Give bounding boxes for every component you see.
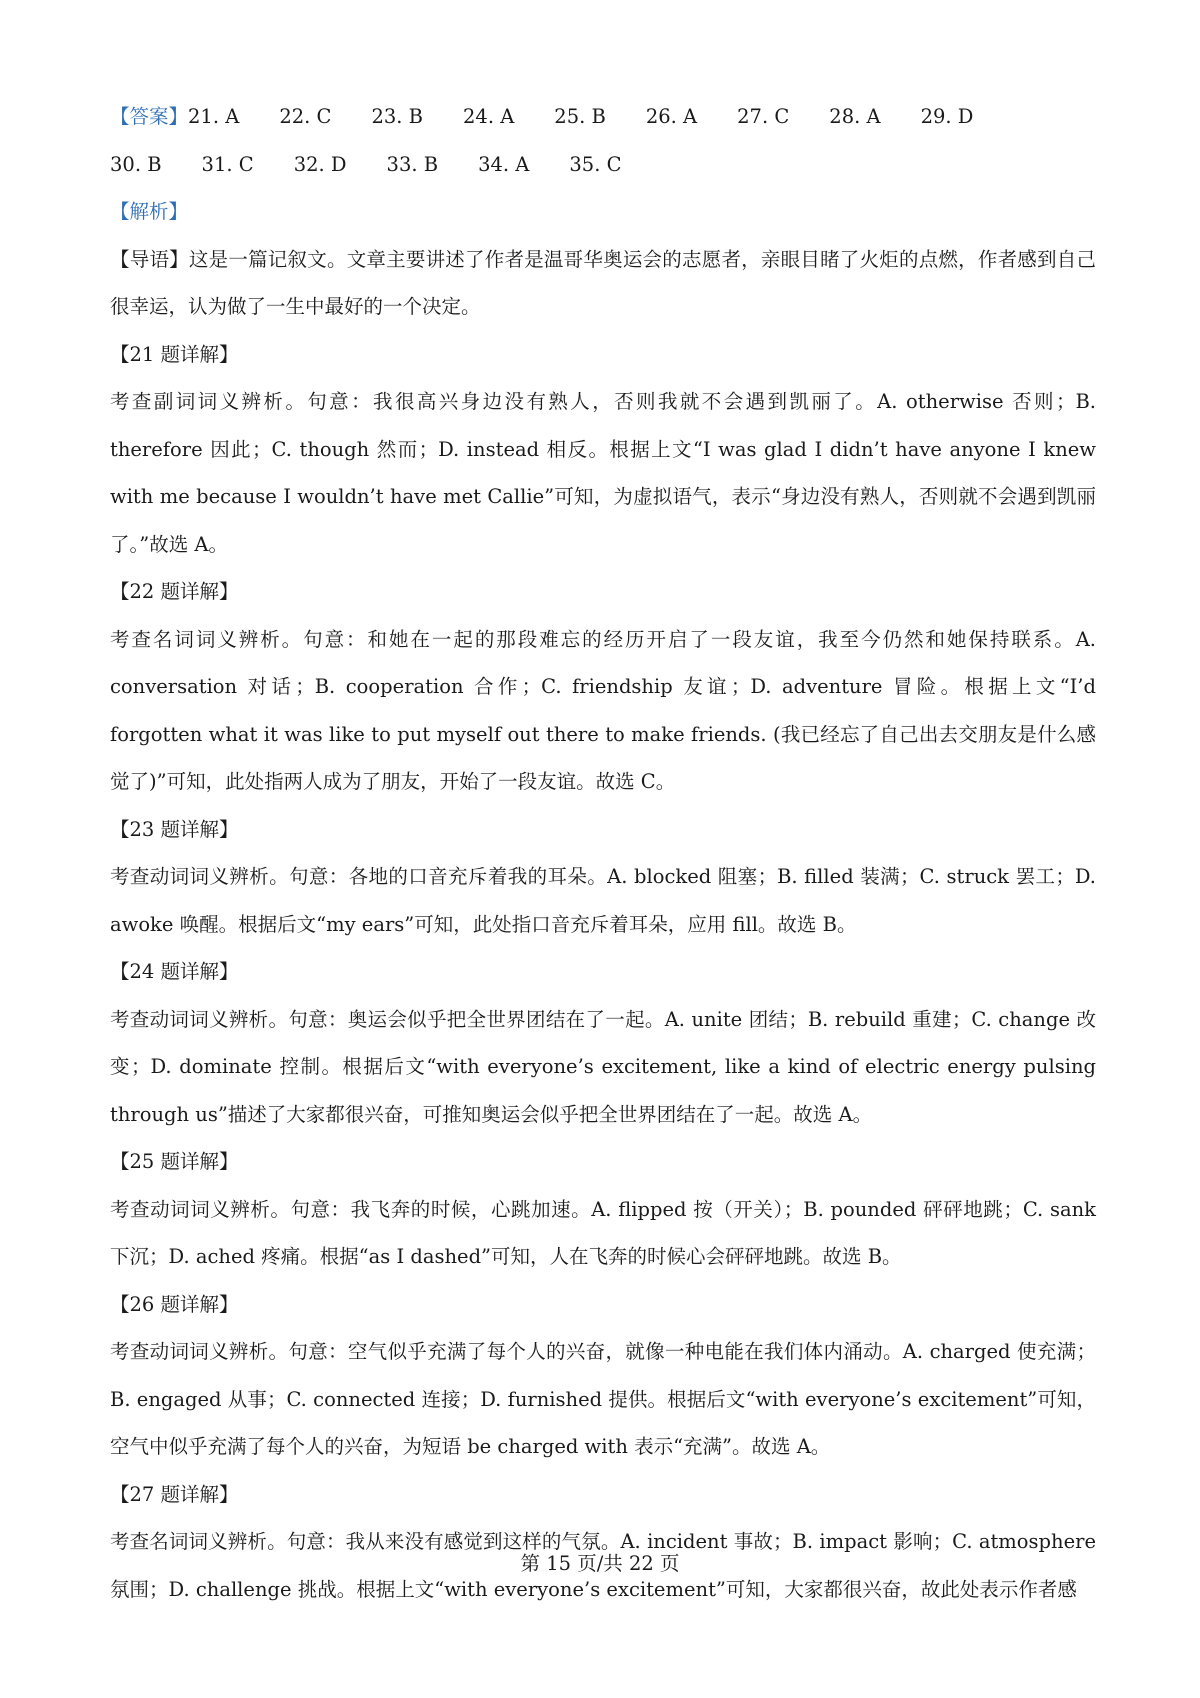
section-body-26: 考查动词词义辨析。句意：空气似乎充满了每个人的兴奋，就像一种电能在我们体内涌动。A. charged 使充满；B. engaged 从事；C. connected 连接；D. furnished 提供。根据后文“with everyone’s excitement”可知，空气中似乎充满了每个人的兴奋，为短语 be charged with 表示“充满”。故选 A。 <box>110 1340 1096 1458</box>
section-heading-23: 【23 题详解】 <box>110 817 239 841</box>
answer-key <box>110 93 1096 188</box>
section-body-24: 考查动词词义辨析。句意：奥运会似乎把全世界团结在了一起。A. unite 团结；B. rebuild 重建；C. change 改变；D. dominate 控制。根据后文“with everyone’s excitement, like a kind of electric energy pulsing through us”描述了大家都很兴奋，可推知奥运会似乎把全世界团结在了一起。故选 A。 <box>110 1007 1096 1126</box>
section-heading-21: 【21 题详解】 <box>110 342 239 366</box>
answer-item: 26. A <box>645 105 698 128</box>
answer-item: 27. C <box>737 105 790 128</box>
page-footer: 第 15 页/共 22 页 <box>520 1552 680 1575</box>
section-heading-25: 【25 题详解】 <box>110 1150 239 1173</box>
section-heading-27: 【27 题详解】 <box>110 1482 239 1506</box>
page-content <box>110 93 1096 1613</box>
section-heading-26: 【26 题详解】 <box>110 1292 239 1316</box>
section-body-27: 考查名词词义辨析。句意：我从来没有感觉到这样的气氛。A. incident 事故；B. impact 影响；C. atmosphere 氛围；D. challenge 挑战。根据上文“with everyone’s excitement”可知，大家都很兴奋，故此处表示作者感 <box>110 1530 1096 1601</box>
intro-paragraph: 【导语】这是一篇记叙文。文章主要讲述了作者是温哥华奥运会的志愿者，亲眼目睹了火炬的点燃，作者感到自己很幸运，认为做了一生中最好的一个决定。 <box>110 247 1096 318</box>
answer-item: 22. C <box>279 105 332 128</box>
answer-item: 35. C <box>569 152 622 176</box>
answer-item: 33. B <box>386 152 439 176</box>
section-heading-22: 【22 题详解】 <box>110 580 239 603</box>
section-heading-24: 【24 题详解】 <box>110 960 239 983</box>
section-body-22: 考查名词词义辨析。句意：和她在一起的那段难忘的经历开启了一段友谊，我至今仍然和她保持联系。A. conversation 对话；B. cooperation 合作；C. friendship 友谊；D. adventure 冒险。根据上文“I’d forgotten what it was like to put myself out there to make friends. (我已经忘了自己出去交朋友是什么感觉了)”可知，此处指两人成为了朋友，开始了一段友谊。故选 C。 <box>110 627 1096 793</box>
answer-item: 32. D <box>293 152 347 176</box>
section-body-21: 考查副词词义辨析。句意：我很高兴身边没有熟人，否则我就不会遇到凯丽了。A. otherwise 否则；B. therefore 因此；C. though 然而；D. instead 相反。根据上文“I was glad I didn’t have anyone I knew with me because I wouldn’t have met Callie”可知，为虚拟语气，表示“身边没有熟人，否则就不会遇到凯丽了。”故选 A。 <box>110 390 1096 556</box>
answer-item: 25. B <box>554 105 606 128</box>
section-body-25: 考查动词词义辨析。句意：我飞奔的时候，心跳加速。A. flipped 按（开关）；B. pounded 砰砰地跳；C. sank 下沉；D. ached 疼痛。根据“as I dashed”可知，人在飞奔的时候心会砰砰地跳。故选 B。 <box>110 1197 1096 1268</box>
section-body-23: 考查动词词义辨析。句意：各地的口音充斥着我的耳朵。A. blocked 阻塞；B. filled 装满；C. struck 罢工；D. awoke 唤醒。根据后文“my ears”可知，此处指口音充斥着耳朵，应用 fill。故选 B。 <box>110 865 1096 936</box>
answer-item: 30. B <box>110 152 162 176</box>
answer-item: 34. A <box>478 152 530 176</box>
answer-item: 23. B <box>371 105 423 128</box>
answer-label: 【答案】 <box>110 105 189 128</box>
answer-item: 31. C <box>201 152 254 176</box>
answer-item: 21. A <box>188 105 240 128</box>
answer-item: 29. D <box>920 105 974 128</box>
analysis-label: 【解析】 <box>110 200 189 223</box>
answer-item: 28. A <box>829 105 881 128</box>
answer-item: 24. A <box>463 105 515 128</box>
